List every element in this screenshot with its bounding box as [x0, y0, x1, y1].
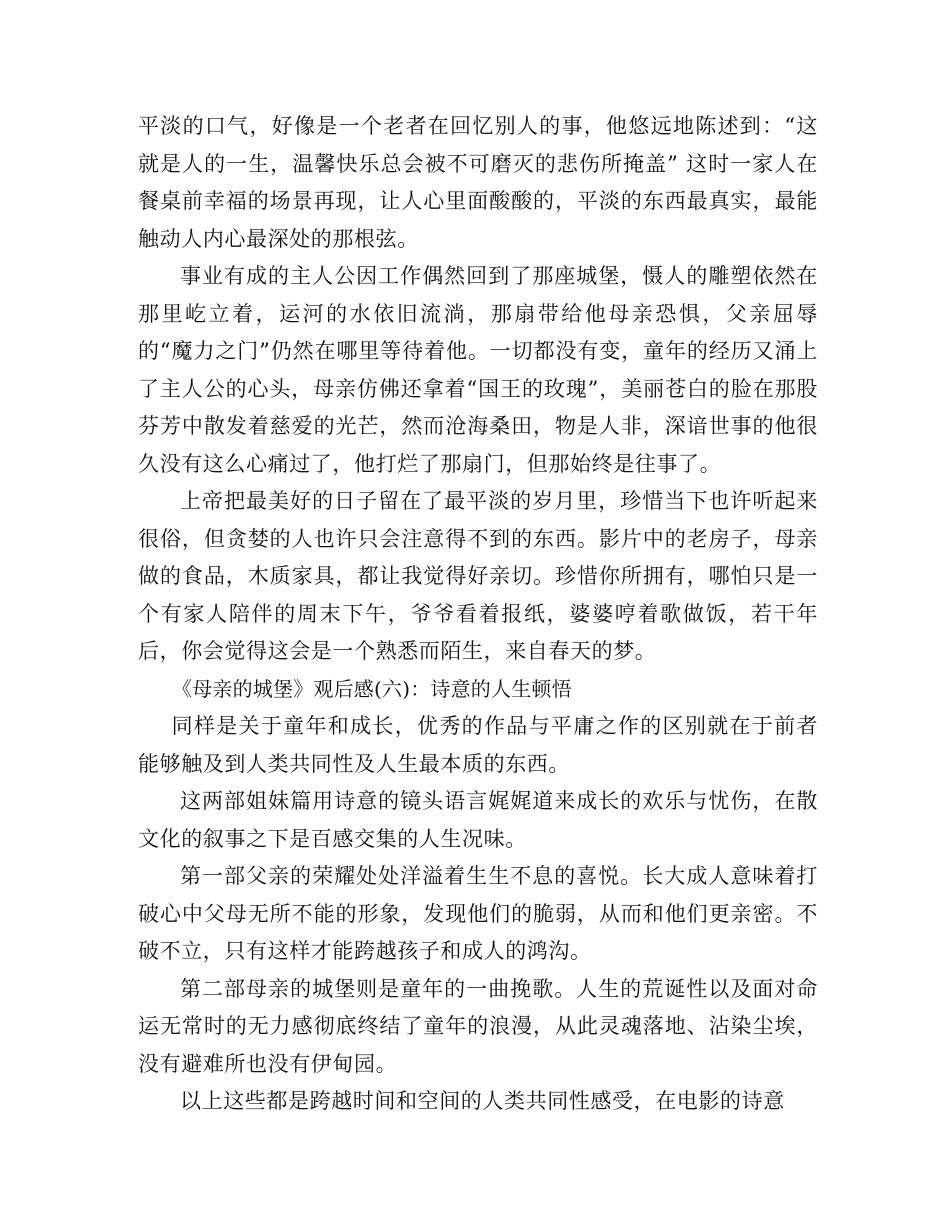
section-paragraph-3: 第一部父亲的荣耀处处洋溢着生生不息的喜悦。长大成人意味着打破心中父母无所不能的形象，发现他们的脆弱，从而和他们更亲密。不破不立，只有这样才能跨越孩子和成人的鸿沟。	[138, 864, 818, 963]
section-paragraph-5: 以上这些都是跨越时间和空间的人类共同性感受，在电影的诗意	[180, 1089, 785, 1113]
section-paragraph-4: 第二部母亲的城堡则是童年的一曲挽歌。人生的荒诞性以及面对命运无常时的无力感彻底终结了童年的浪漫，从此灵魂落地、沾染尘埃，没有避难所也没有伊甸园。	[138, 976, 818, 1076]
paragraph-2: 事业有成的主人公因工作偶然回到了那座城堡，慑人的雕塑依然在那里屹立着，运河的水依旧流淌，那扇带给他母亲恐惧，父亲屈辱的“魔力之门”仍然在哪里等待着他。一切都没有变，童年的经历又涌上了主人公的心头，母亲仿佛还拿着“国王的玫瑰”，美丽苍白的脸在那股芬芳中散发着慈爱的光芒，然而沧海桑田，物是人非，深谙世事的他很久没有这么心痛过了，他打烂了那扇门，但那始终是往事了。	[138, 264, 818, 476]
section-heading: 《母亲的城堡》观后感(六)：诗意的人生顿悟	[172, 676, 572, 701]
document-body	[138, 108, 818, 1121]
paragraph-3: 上帝把最美好的日子留在了最平淡的岁月里，珍惜当下也许听起来很俗，但贪婪的人也许只会注意得不到的东西。影片中的老房子，母亲做的食品，木质家具，都让我觉得好亲切。珍惜你所拥有，哪怕只是一个有家人陪伴的周末下午，爷爷看着报纸，婆婆哼着歌做饭，若干年后，你会觉得这会是一个熟悉而陌生，来自春天的梦。	[138, 489, 818, 663]
paragraph-1: 平淡的口气，好像是一个老者在回忆别人的事，他悠远地陈述到：“这就是人的一生，温馨快乐总会被不可磨灭的悲伤所掩盖” 这时一家人在餐桌前幸福的场景再现，让人心里面酸酸的，平淡的东西最真实，最能触动人内心最深处的那根弦。	[138, 114, 818, 251]
section-paragraph-1: 同样是关于童年和成长，优秀的作品与平庸之作的区别就在于前者能够触及到人类共同性及人生最本质的东西。	[138, 714, 818, 776]
section-paragraph-2: 这两部姐妹篇用诗意的镜头语言娓娓道来成长的欢乐与忧伤，在散文化的叙事之下是百感交集的人生况味。	[138, 789, 818, 851]
